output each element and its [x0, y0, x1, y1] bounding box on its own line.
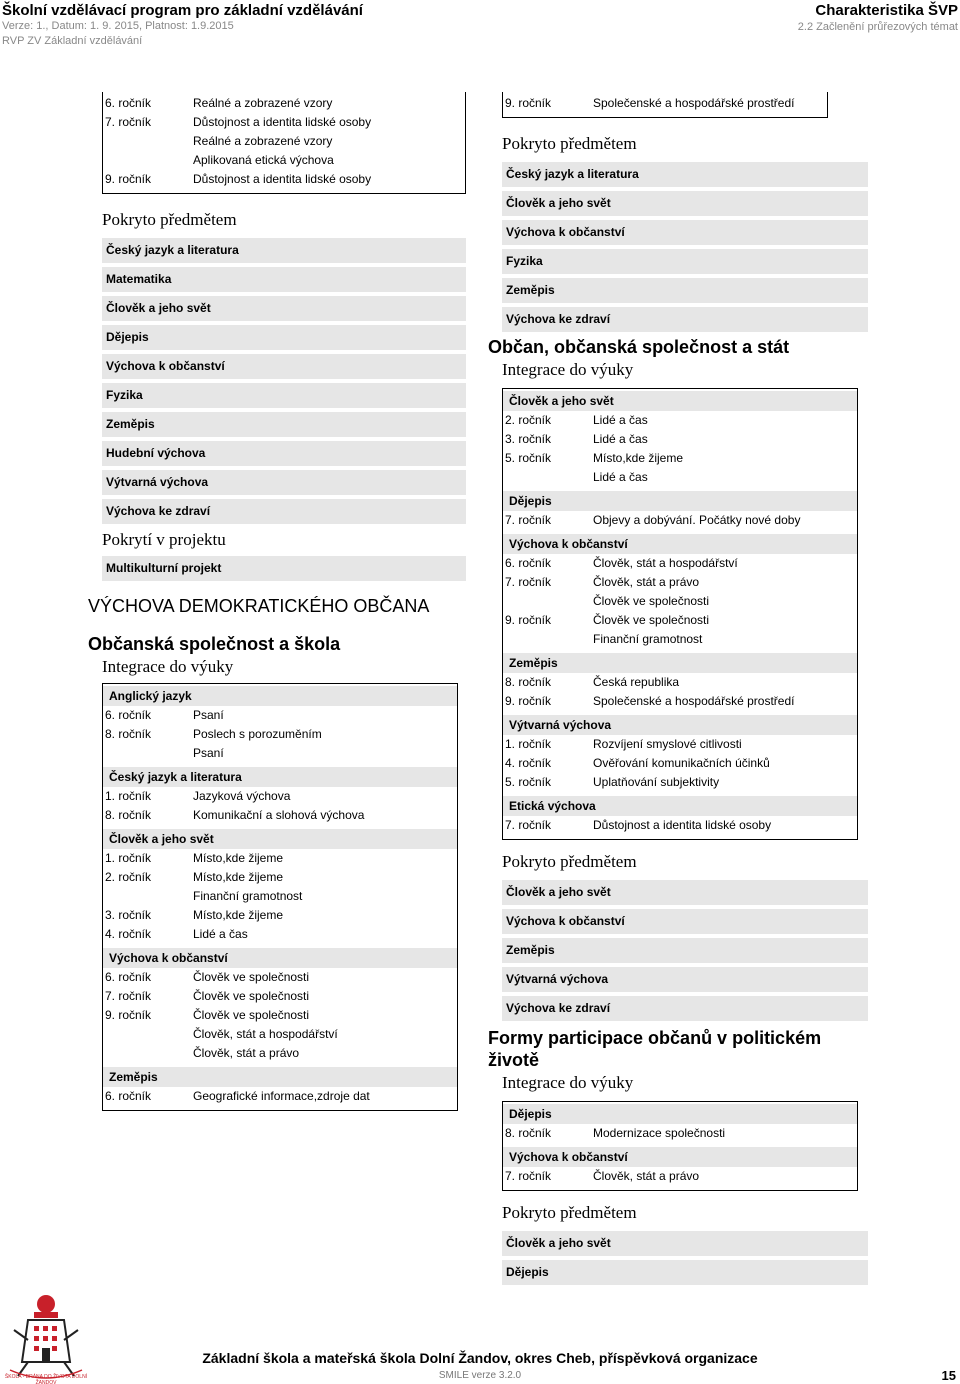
- topic-label: Člověk, stát a hospodářství: [593, 556, 738, 570]
- subject-bar: Výchova ke zdraví: [502, 307, 868, 332]
- topic-row: [503, 611, 857, 630]
- section-title: VÝCHOVA DEMOKRATICKÉHO OBČANA: [88, 596, 430, 616]
- topic-label: Česká republika: [593, 675, 680, 689]
- subject-bar: Český jazyk a literatura: [502, 162, 868, 187]
- topic-row: [105, 132, 465, 151]
- grade-label: 8. ročník: [505, 675, 552, 689]
- topic-label: Rozvíjení smyslové citlivosti: [593, 737, 742, 751]
- grade-label: 3. ročník: [505, 432, 552, 446]
- topic-row: [103, 725, 457, 744]
- integration-heading-2: Integrace do výuky: [502, 1073, 634, 1092]
- subject-bar: Český jazyk a literatura: [102, 238, 466, 263]
- subject-bar: Dějepis: [502, 1260, 868, 1285]
- subsection-title-2: Formy participace občanů v politickém životě: [488, 1028, 822, 1070]
- integration-subject: Výchova k občanství: [503, 534, 857, 554]
- topic-row: [105, 151, 465, 170]
- topic-row: [503, 754, 857, 773]
- topic-label: Jazyková výchova: [193, 789, 291, 803]
- topic-row: [103, 887, 457, 906]
- project-heading: Pokrytí v projektu: [102, 530, 226, 549]
- covered-subjects-list: [88, 238, 466, 524]
- topic-row: [503, 554, 857, 573]
- grade-label: 9. ročník: [105, 1008, 152, 1022]
- topic-label: Ověřování komunikačních účinků: [593, 756, 770, 770]
- right-column: [488, 92, 868, 1289]
- school-logo-icon: [4, 1290, 88, 1382]
- topic-row: [503, 449, 857, 468]
- grade-label: 9. ročník: [505, 613, 552, 627]
- grade-label: 7. ročník: [505, 818, 552, 832]
- topic-label: Poslech s porozuměním: [193, 727, 322, 741]
- document-rvp: RVP ZV Základní vzdělávání: [2, 35, 143, 47]
- topic-label: Modernizace společnosti: [593, 1126, 726, 1140]
- topic-row: [503, 592, 857, 611]
- integration-subject: Výchova k občanství: [503, 1147, 857, 1167]
- grade-label: 7. ročník: [505, 575, 552, 589]
- grade-label: 6. ročník: [105, 708, 152, 722]
- subject-bar: Člověk a jeho svět: [502, 1231, 868, 1256]
- grade-label: 8. ročník: [505, 1126, 552, 1140]
- page-header: [0, 0, 960, 52]
- topic-row: [505, 94, 827, 113]
- subject-bar: Výchova k občanství: [502, 220, 868, 245]
- topic-label: Důstojnost a identita lidské osoby: [193, 172, 372, 186]
- topic-row: [103, 806, 457, 825]
- grade-label: [505, 630, 593, 649]
- subject-bar: Fyzika: [502, 249, 868, 274]
- subject-bar: Výtvarná výchova: [102, 470, 466, 495]
- covered-heading: Pokryto předmětem: [102, 210, 237, 229]
- project-list: [88, 556, 466, 581]
- covered-heading: Pokryto předmětem: [502, 134, 637, 153]
- grade-label: 6. ročník: [105, 1089, 152, 1103]
- topic-label: Člověk, stát a hospodářství: [193, 1027, 338, 1041]
- top-topic-box: [502, 92, 828, 118]
- integration-box: [502, 388, 858, 840]
- topic-row: [503, 411, 857, 430]
- subject-bar: Člověk a jeho svět: [102, 296, 466, 321]
- topic-label: Finanční gramotnost: [593, 632, 703, 646]
- covered-heading-2: Pokryto předmětem: [502, 852, 637, 871]
- integration-subject: Výtvarná výchova: [503, 715, 857, 735]
- grade-label: 4. ročník: [105, 927, 152, 941]
- grade-label: [105, 744, 193, 763]
- subject-bar: Fyzika: [102, 383, 466, 408]
- subject-bar: Multikulturní projekt: [102, 556, 466, 581]
- topic-label: Člověk ve společnosti: [193, 970, 310, 984]
- school-name: Základní škola a mateřská škola Dolní Žandov, okres Cheb, příspěvková organizace: [202, 1350, 758, 1366]
- topic-row: [103, 849, 457, 868]
- subject-bar: Výchova k občanství: [502, 909, 868, 934]
- covered-heading-3: Pokryto předmětem: [502, 1203, 637, 1222]
- topic-label: Aplikovaná etická výchova: [193, 153, 334, 167]
- grade-label: [105, 132, 193, 151]
- covered-subjects-list: [488, 162, 868, 332]
- grade-label: 2. ročník: [505, 413, 552, 427]
- topic-row: [503, 692, 857, 711]
- topic-row: [105, 94, 465, 113]
- topic-row: [503, 1167, 857, 1186]
- subsection-title: Občanská společnost a škola: [88, 634, 341, 654]
- topic-row: [103, 1087, 457, 1106]
- grade-label: 7. ročník: [105, 115, 152, 129]
- topic-label: Lidé a čas: [593, 432, 648, 446]
- grade-label: 6. ročník: [105, 970, 152, 984]
- subject-bar: Zeměpis: [502, 278, 868, 303]
- page-footer: [0, 1290, 960, 1384]
- grade-label: [505, 468, 593, 487]
- topic-row: [503, 430, 857, 449]
- subject-bar: Dějepis: [102, 325, 466, 350]
- subject-bar: Zeměpis: [502, 938, 868, 963]
- grade-label: 9. ročník: [505, 694, 552, 708]
- subject-bar: Výchova k občanství: [102, 354, 466, 379]
- integration-subject: Výchova k občanství: [103, 948, 457, 968]
- grade-label: 8. ročník: [105, 808, 152, 822]
- grade-label: 5. ročník: [505, 775, 552, 789]
- integration-subject: Dějepis: [503, 1104, 857, 1124]
- topic-label: Psaní: [193, 746, 224, 760]
- top-topic-box: [102, 92, 466, 194]
- subject-bar: Zeměpis: [102, 412, 466, 437]
- topic-row: [103, 1025, 457, 1044]
- integration-subject: Český jazyk a literatura: [103, 767, 457, 787]
- topic-row: [103, 968, 457, 987]
- grade-label: [105, 1025, 193, 1044]
- topic-row: [503, 468, 857, 487]
- topic-label: Člověk, stát a právo: [193, 1046, 300, 1060]
- topic-row: [503, 673, 857, 692]
- topic-label: Místo,kde žijeme: [593, 451, 684, 465]
- grade-label: 7. ročník: [505, 1169, 552, 1183]
- grade-label: 9. ročník: [105, 172, 152, 186]
- topic-row: [103, 744, 457, 763]
- topic-row: [503, 630, 857, 649]
- grade-label: 1. ročník: [505, 737, 552, 751]
- topic-row: [503, 511, 857, 530]
- grade-label: 3. ročník: [105, 908, 152, 922]
- topic-row: [103, 706, 457, 725]
- subject-bar: Výtvarná výchova: [502, 967, 868, 992]
- topic-label: Reálné a zobrazené vzory: [193, 96, 333, 110]
- integration-subject: Etická výchova: [503, 796, 857, 816]
- topic-row: [103, 787, 457, 806]
- topic-label: Psaní: [193, 708, 224, 722]
- integration-heading: Integrace do výuky: [102, 657, 234, 676]
- topic-row: [105, 113, 465, 132]
- topic-label: Společenské a hospodářské prostředí: [593, 694, 795, 708]
- subsection-title: Občan, občanská společnost a stát: [488, 337, 790, 357]
- covered-subjects-list-2: [488, 880, 868, 1021]
- grade-label: 1. ročník: [105, 851, 152, 865]
- grade-label: 5. ročník: [505, 451, 552, 465]
- chapter-subtitle: 2.2 Začlenění průřezových témat: [797, 21, 958, 33]
- integration-heading: Integrace do výuky: [502, 360, 634, 379]
- integration-subject: Člověk a jeho svět: [103, 829, 457, 849]
- topic-label: Komunikační a slohová výchova: [193, 808, 365, 822]
- document-title: Školní vzdělávací program pro základní vzdělávání: [2, 2, 363, 19]
- subject-bar: Výchova ke zdraví: [502, 996, 868, 1021]
- topic-label: Člověk, stát a právo: [593, 575, 700, 589]
- topic-label: Důstojnost a identita lidské osoby: [193, 115, 372, 129]
- topic-label: Člověk ve společnosti: [193, 989, 310, 1003]
- integration-subject: Anglický jazyk: [103, 686, 457, 706]
- integration-box-2: [502, 1101, 858, 1191]
- subject-bar: Člověk a jeho svět: [502, 191, 868, 216]
- topic-label: Místo,kde žijeme: [193, 870, 284, 884]
- topic-label: Objevy a dobývání. Počátky nové doby: [593, 513, 801, 527]
- grade-label: [105, 1044, 193, 1063]
- subject-bar: Matematika: [102, 267, 466, 292]
- topic-row: [103, 1044, 457, 1063]
- topic-row: [503, 573, 857, 592]
- topic-row: [105, 170, 465, 189]
- logo-caption: ŠKOLA - BRÁNA DO ŽIVOTA DOLNÍ ŽANDOV: [4, 1374, 88, 1384]
- integration-subject: Zeměpis: [103, 1067, 457, 1087]
- grade-label: 1. ročník: [105, 789, 152, 803]
- covered-subjects-list-3: [488, 1231, 868, 1285]
- subject-bar: Hudební výchova: [102, 441, 466, 466]
- page-number: 15: [941, 1368, 956, 1383]
- topic-row: [503, 1124, 857, 1143]
- integration-subject: Zeměpis: [503, 653, 857, 673]
- integration-box: [102, 683, 458, 1111]
- topic-row: [503, 773, 857, 792]
- grade-label: 7. ročník: [105, 989, 152, 1003]
- topic-row: [103, 868, 457, 887]
- topic-row: [503, 816, 857, 835]
- grade-label: 7. ročník: [505, 513, 552, 527]
- grade-label: 6. ročník: [105, 96, 152, 110]
- subject-bar: Výchova ke zdraví: [102, 499, 466, 524]
- topic-label: Člověk, stát a právo: [593, 1169, 700, 1183]
- grade-label: [505, 592, 593, 611]
- topic-row: [103, 925, 457, 944]
- subject-bar: Člověk a jeho svět: [502, 880, 868, 905]
- grade-label: 4. ročník: [505, 756, 552, 770]
- topic-label: Člověk ve společnosti: [593, 613, 710, 627]
- left-column: [88, 92, 466, 1111]
- grade-label: 9. ročník: [505, 96, 552, 110]
- topic-label: Geografické informace,zdroje dat: [193, 1089, 370, 1103]
- grade-label: [105, 151, 193, 170]
- topic-row: [103, 906, 457, 925]
- grade-label: 2. ročník: [105, 870, 152, 884]
- topic-label: Reálné a zobrazené vzory: [193, 134, 333, 148]
- grade-label: [105, 887, 193, 906]
- grade-label: 8. ročník: [105, 727, 152, 741]
- document-version: Verze: 1., Datum: 1. 9. 2015, Platnost: 1.9.2015: [2, 20, 234, 32]
- chapter-title: Charakteristika ŠVP: [815, 2, 958, 19]
- topic-label: Lidé a čas: [193, 927, 248, 941]
- topic-label: Člověk ve společnosti: [193, 1008, 310, 1022]
- grade-label: 6. ročník: [505, 556, 552, 570]
- topic-label: Společenské a hospodářské prostředí: [593, 96, 795, 110]
- topic-label: Člověk ve společnosti: [593, 594, 710, 608]
- topic-label: Místo,kde žijeme: [193, 908, 284, 922]
- topic-label: Lidé a čas: [593, 470, 648, 484]
- topic-label: Lidé a čas: [593, 413, 648, 427]
- topic-label: Důstojnost a identita lidské osoby: [593, 818, 772, 832]
- topic-row: [103, 1006, 457, 1025]
- software-version: SMILE verze 3.2.0: [438, 1370, 522, 1381]
- topic-row: [103, 987, 457, 1006]
- topic-row: [503, 735, 857, 754]
- integration-subject: Dějepis: [503, 491, 857, 511]
- topic-label: Finanční gramotnost: [193, 889, 303, 903]
- topic-label: Místo,kde žijeme: [193, 851, 284, 865]
- topic-label: Uplatňování subjektivity: [593, 775, 720, 789]
- integration-subject: Člověk a jeho svět: [503, 391, 857, 411]
